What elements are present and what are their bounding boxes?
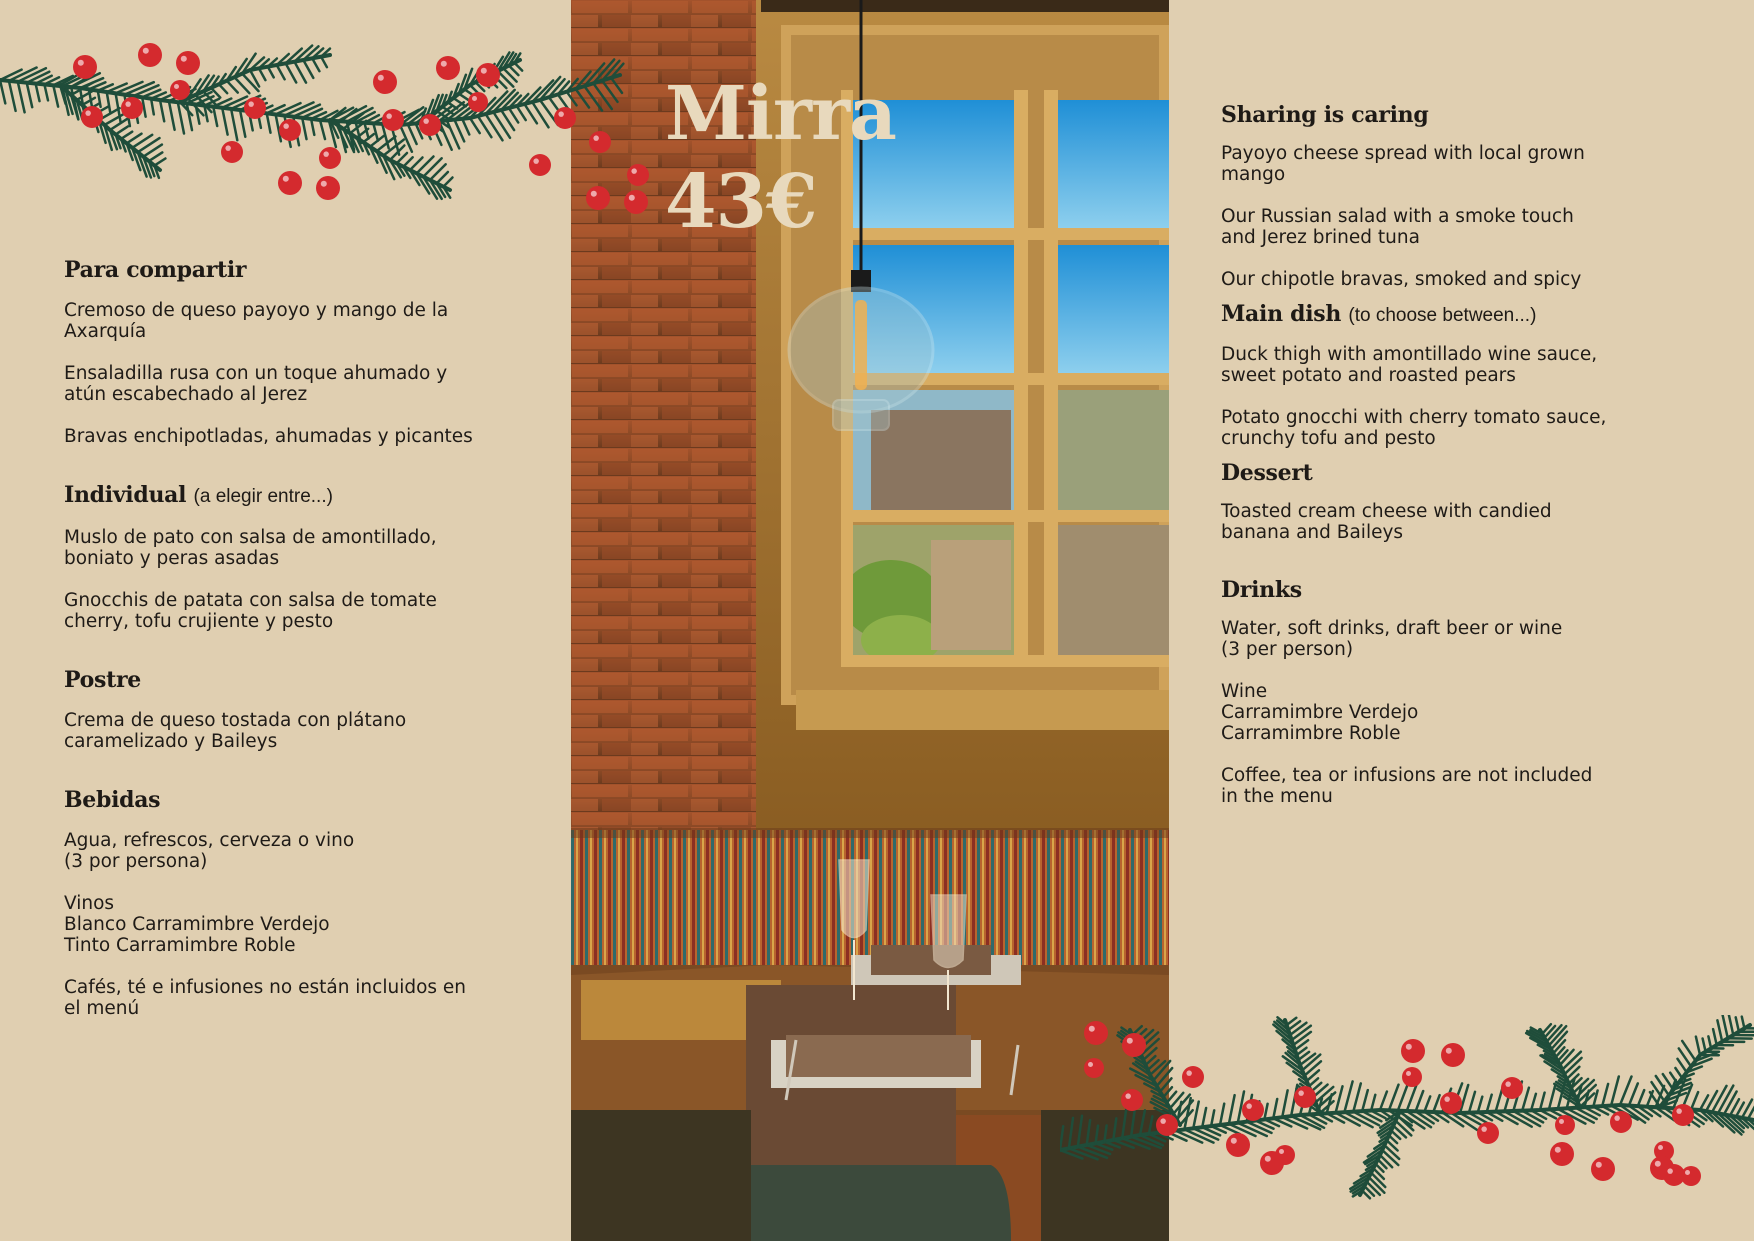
menu-item: Coffee, tea or infusions are not included in the menu xyxy=(1221,765,1593,807)
section-title-text: Main dish xyxy=(1221,301,1342,327)
menu-section xyxy=(1221,575,1701,807)
menu-section xyxy=(1221,100,1701,290)
english-menu xyxy=(1221,100,1701,807)
menu-item: Duck thigh with amontillado wine sauce, sweet potato and roasted pears xyxy=(1221,344,1598,386)
menu-item: Water, soft drinks, draft beer or wine (3 per person) xyxy=(1221,618,1563,660)
menu-item: Cremoso de queso payoyo y mango de la Axarquía xyxy=(64,300,449,342)
menu-item: Potato gnocchi with cherry tomato sauce, crunchy tofu and pesto xyxy=(1221,407,1607,449)
menu-item: Gnocchis de patata con salsa de tomate cherry, tofu crujiente y pesto xyxy=(64,590,437,632)
menu-item: Muslo de pato con salsa de amontillado, boniato y peras asadas xyxy=(64,527,437,569)
section-title xyxy=(1221,299,1701,331)
menu-section xyxy=(64,665,544,752)
menu-item: Toasted cream cheese with candied banana and Baileys xyxy=(1221,501,1552,543)
section-title: Drinks xyxy=(1221,577,1302,603)
menu-item: Payoyo cheese spread with local grown mango xyxy=(1221,143,1585,185)
menu-item: Cafés, té e infusiones no están incluidos en el menú xyxy=(64,977,467,1019)
section-title: Postre xyxy=(64,667,141,693)
menu-item: Crema de queso tostada con plátano caramelizado y Baileys xyxy=(64,710,407,752)
section-title: Sharing is caring xyxy=(1221,102,1429,128)
menu-section xyxy=(64,480,544,632)
spanish-menu xyxy=(64,255,544,1052)
section-note: (a elegir entre...) xyxy=(193,486,333,507)
section-title xyxy=(64,480,544,512)
section-title-text: Individual xyxy=(64,482,187,508)
menu-title xyxy=(665,70,896,246)
menu-section xyxy=(1221,458,1701,543)
section-title: Para compartir xyxy=(64,257,247,283)
menu-section xyxy=(64,785,544,1019)
section-title: Bebidas xyxy=(64,787,161,813)
menu-item: Vinos Blanco Carramimbre Verdejo Tinto Carramimbre Roble xyxy=(64,893,330,956)
menu-section xyxy=(64,255,544,447)
section-note: (to choose between...) xyxy=(1348,305,1537,326)
menu-price: 43€ xyxy=(665,159,817,245)
menu-item: Our chipotle bravas, smoked and spicy xyxy=(1221,269,1582,290)
menu-item: Ensaladilla rusa con un toque ahumado y atún escabechado al Jerez xyxy=(64,363,448,405)
menu-item: Agua, refrescos, cerveza o vino (3 por persona) xyxy=(64,830,355,872)
menu-name: Mirra xyxy=(665,71,896,157)
menu-item: Wine Carramimbre Verdejo Carramimbre Roble xyxy=(1221,681,1419,744)
section-title: Dessert xyxy=(1221,460,1313,486)
menu-item: Our Russian salad with a smoke touch and Jerez brined tuna xyxy=(1221,206,1574,248)
menu-item: Bravas enchipotladas, ahumadas y picantes xyxy=(64,426,473,447)
menu-section xyxy=(1221,299,1701,449)
